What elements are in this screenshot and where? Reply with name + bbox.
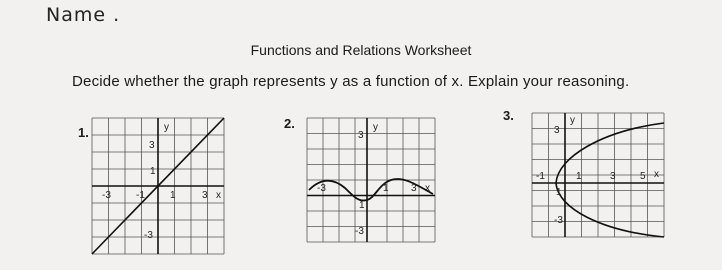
problem-2-tick-x-right: 3 bbox=[411, 183, 417, 194]
problem-3-y-axis-label: y bbox=[570, 115, 575, 126]
problem-1-graph bbox=[92, 118, 224, 258]
problem-1-tick-x-right: 3 bbox=[202, 190, 208, 201]
problem-1-tick-y-bottom: -3 bbox=[144, 230, 153, 241]
problem-3-tick-x-five: 5 bbox=[640, 171, 646, 182]
worksheet-title: Functions and Relations Worksheet bbox=[250, 42, 472, 58]
problem-1-tick-x-one: 1 bbox=[170, 190, 176, 201]
problem-2-tick-y-bottom: -3 bbox=[355, 226, 364, 237]
problem-1-number: 1. bbox=[78, 125, 89, 140]
problem-2-y-axis-label: y bbox=[373, 122, 378, 133]
problem-1-tick-y-top: 3 bbox=[149, 140, 155, 151]
problem-1-x-axis-label: x bbox=[216, 190, 221, 201]
problem-3-tick-y-one: 1 bbox=[556, 187, 562, 198]
problem-2-tick-y-one: 1 bbox=[359, 200, 365, 211]
name-label: Name . bbox=[46, 4, 121, 26]
problem-3-graph bbox=[532, 113, 664, 237]
instructions: Decide whether the graph represents y as a function of x. Explain your reasoning. bbox=[72, 73, 630, 90]
problem-2-graph bbox=[307, 118, 435, 242]
problem-1-tick-y-one: 1 bbox=[150, 166, 156, 177]
problem-2-tick-x-one: 1 bbox=[383, 183, 389, 194]
problem-2-tick-y-top: 3 bbox=[358, 130, 364, 141]
problem-3-tick-x-three: 3 bbox=[610, 171, 616, 182]
problem-3-x-axis-label: x bbox=[654, 169, 659, 180]
problem-3-tick-x-one: 1 bbox=[576, 171, 582, 182]
problem-3-tick-x-neg-one: -1 bbox=[536, 171, 545, 182]
problem-3-number: 3. bbox=[503, 108, 514, 123]
problem-2-tick-x-left: -3 bbox=[317, 183, 326, 194]
problem-3-tick-y-bottom: -3 bbox=[554, 215, 563, 226]
problem-1-y-axis-label: y bbox=[164, 122, 169, 133]
problem-2-number: 2. bbox=[284, 116, 295, 131]
problem-2-x-axis-label: x bbox=[425, 183, 430, 194]
problem-1-tick-x-neg-one: -1 bbox=[136, 190, 145, 201]
problem-3-tick-y-top: 3 bbox=[554, 125, 560, 136]
problem-1-tick-x-left: -3 bbox=[102, 190, 111, 201]
